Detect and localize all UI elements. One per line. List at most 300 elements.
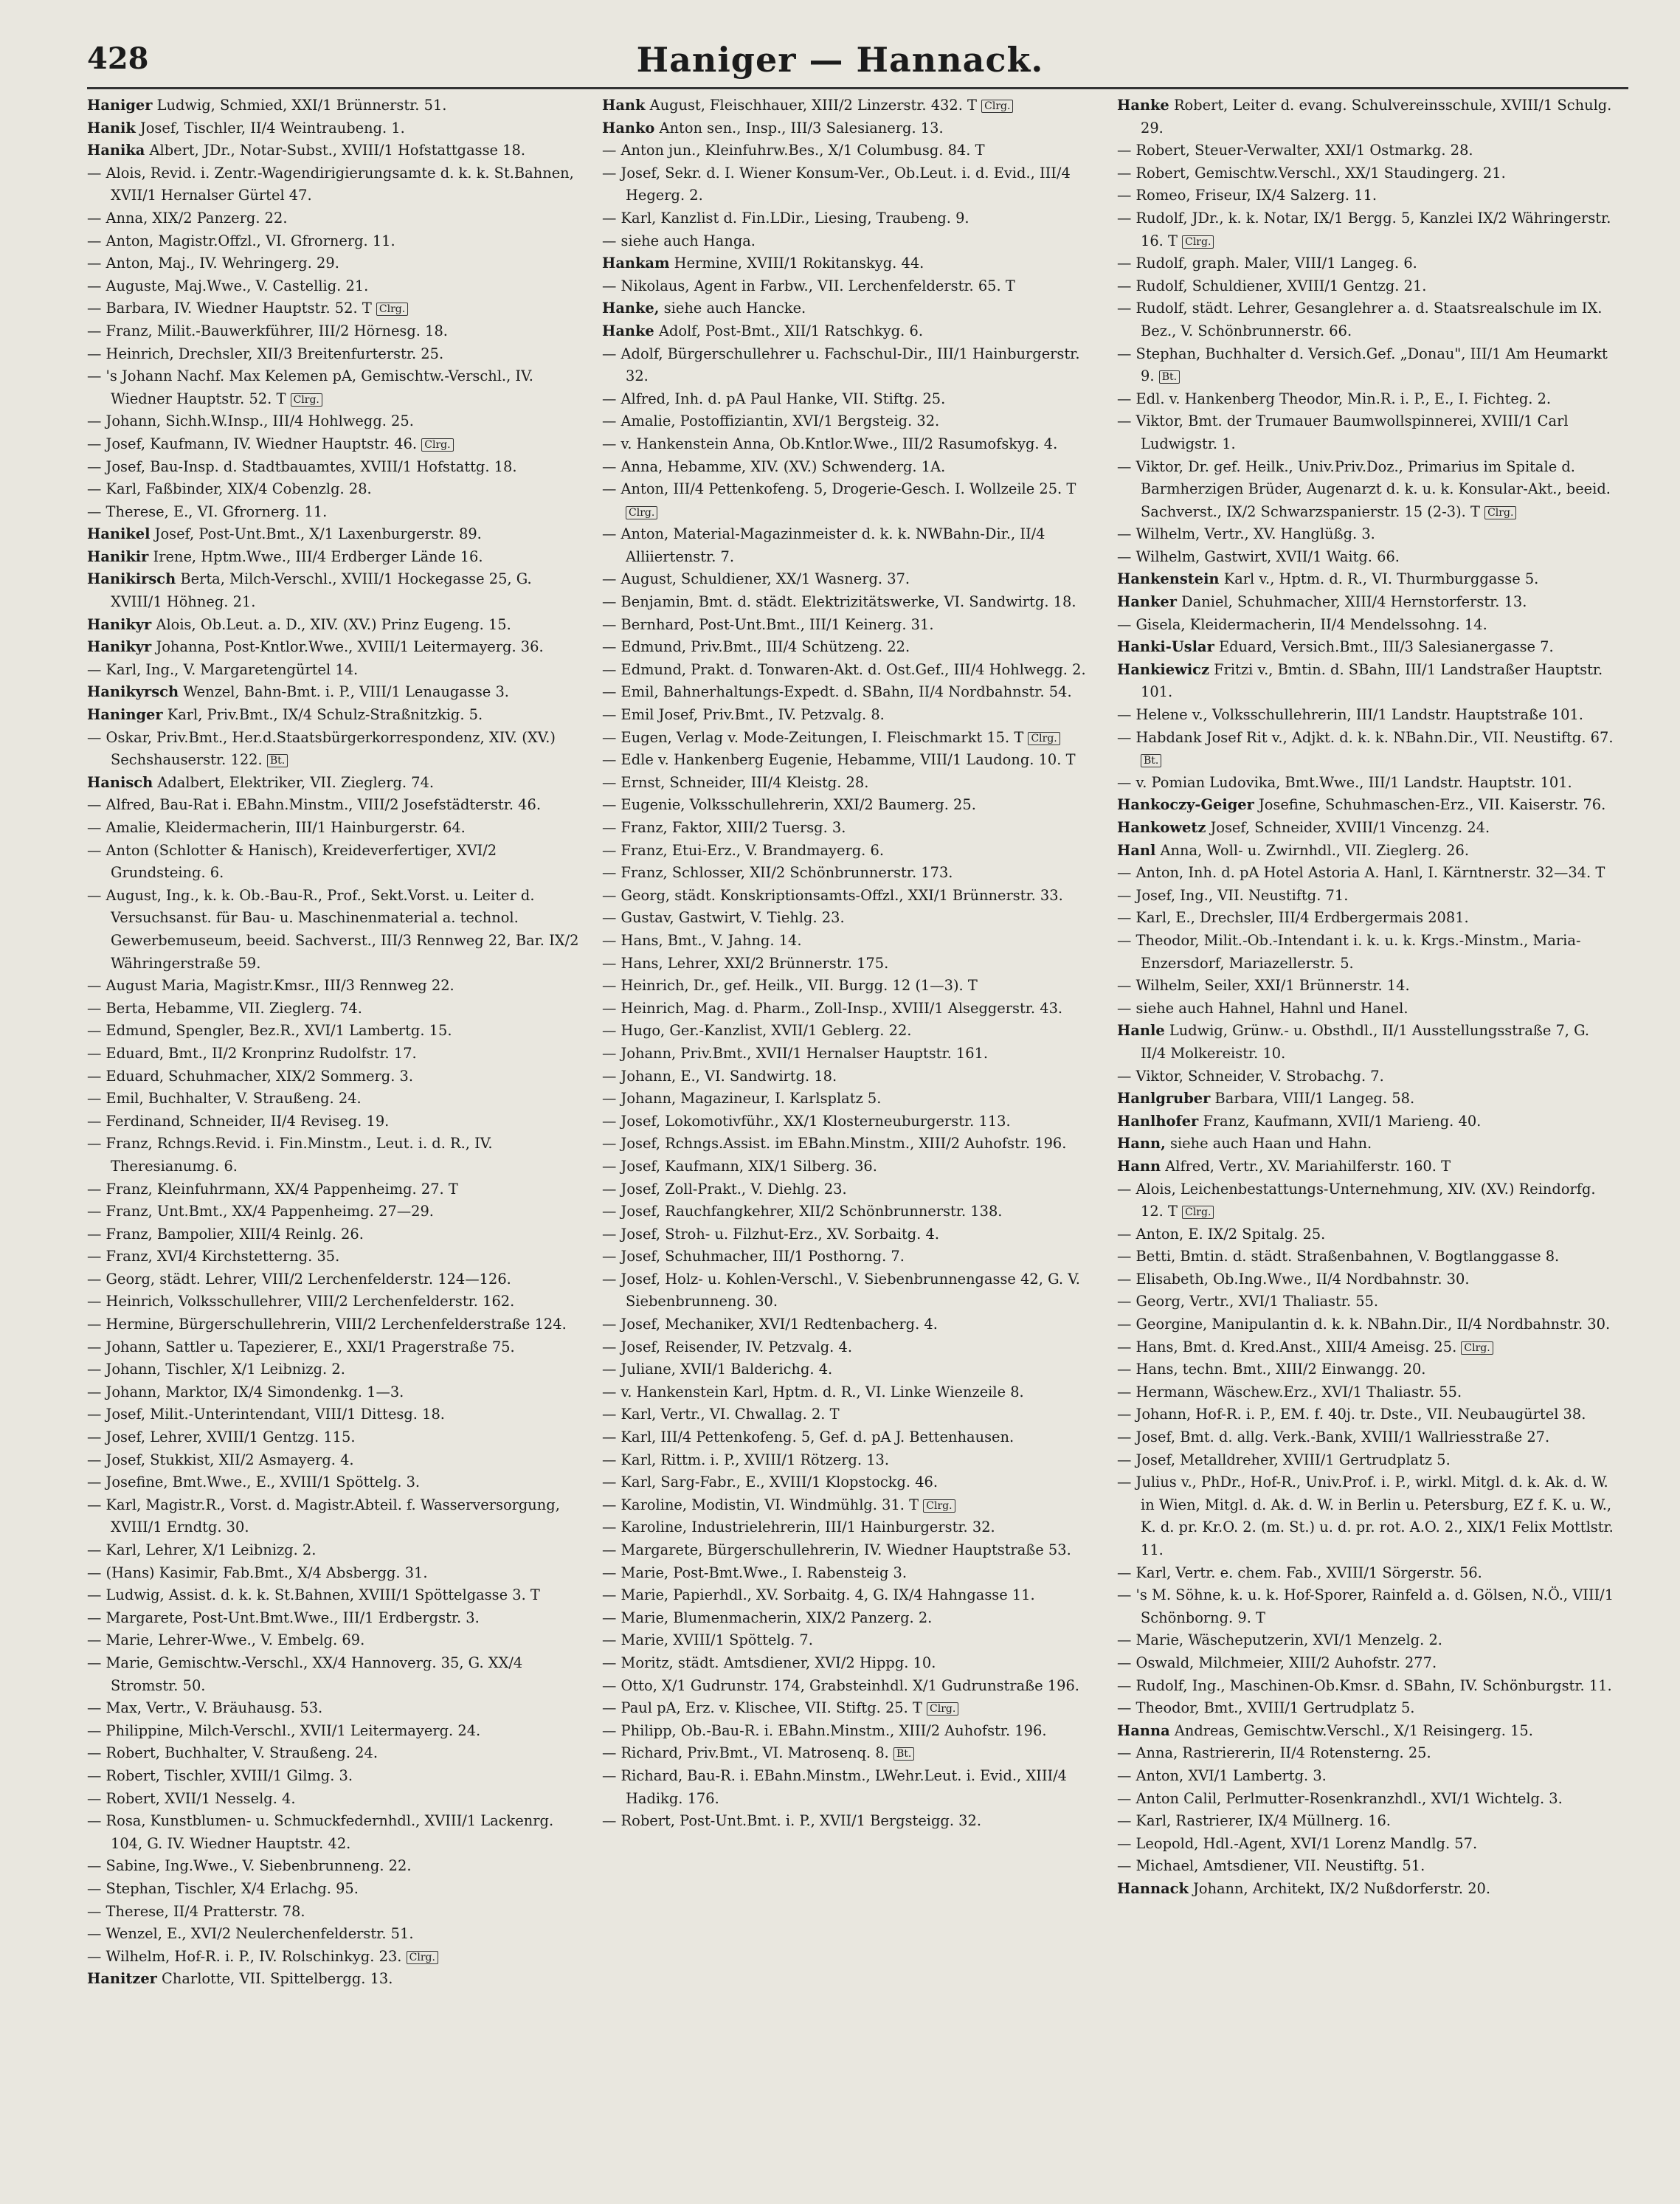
directory-entry xyxy=(1117,1449,1617,1472)
directory-entry xyxy=(602,1810,1102,1833)
directory-entry xyxy=(87,1223,587,1246)
directory-entry xyxy=(1117,794,1617,817)
directory-entry xyxy=(87,94,587,117)
entry-text: — Wilhelm, Gastwirt, XVII/1 Waitg. 66. xyxy=(1117,547,1400,565)
entry-text: — Karl, III/4 Pettenkofeng. 5, Gef. d. pA J. Bettenhausen. xyxy=(602,1429,1014,1446)
entry-text: — Emil, Buchhalter, V. Straußeng. 24. xyxy=(87,1090,362,1108)
directory-entry xyxy=(1117,1313,1617,1336)
entry-text: — Josef, Sekr. d. I. Wiener Konsum-Ver., Ob.Leut. i. d. Evid., III/4 Hegerg. 2. xyxy=(602,164,1071,204)
entry-surname: Hankenstein xyxy=(1117,570,1220,588)
entry-text: siehe auch Hancke. xyxy=(663,300,806,317)
entry-text: — Anton, Magistr.Offzl., VI. Gfrornerg. 11. xyxy=(87,232,395,249)
directory-entry xyxy=(1117,456,1617,524)
entry-text: — Robert, Gemischtw.Verschl., XX/1 Staudingerg. 21. xyxy=(1117,164,1506,182)
directory-entry xyxy=(1117,1855,1617,1878)
entry-tag: Clrg. xyxy=(1028,732,1059,745)
entry-text: — Amalie, Postoffiziantin, XVI/1 Bergsteig. 32. xyxy=(602,412,940,430)
entry-text: — Habdank Josef Rit v., Adjkt. d. k. k. NBahn.Dir., VII. Neustiftg. 67. xyxy=(1117,728,1614,746)
directory-entry xyxy=(1117,162,1617,185)
entry-text: — Josef, Zoll-Prakt., V. Diehlg. 23. xyxy=(602,1180,847,1198)
directory-entry xyxy=(87,343,587,366)
directory-entry xyxy=(87,1020,587,1043)
directory-entry xyxy=(602,636,1102,659)
entry-text: — Anna, Rastriererin, II/4 Rotensterng. 25. xyxy=(1117,1744,1431,1762)
directory-entry xyxy=(602,456,1102,479)
entry-text: — Marie, Blumenmacherin, XIX/2 Panzerg. 2. xyxy=(602,1609,933,1626)
directory-entry xyxy=(87,840,587,885)
directory-entry xyxy=(87,230,587,253)
entry-surname: Hann, xyxy=(1117,1135,1166,1153)
directory-entry xyxy=(1117,1584,1617,1629)
entry-surname: Hanikyr xyxy=(87,638,152,656)
entry-text: — Benjamin, Bmt. d. städt. Elektrizitätswerke, VI. Sandwirtg. 18. xyxy=(602,593,1076,611)
entry-tag: Clrg. xyxy=(1484,506,1516,519)
entry-text: — Alois, Leichenbestattungs-Unternehmung, XIV. (XV.) Reindorfg. 12. T xyxy=(1117,1180,1596,1220)
entry-tag: Clrg. xyxy=(923,1499,955,1513)
entry-text: — Rudolf, Ing., Maschinen-Ob.Kmsr. d. SBahn, IV. Schönburgstr. 11. xyxy=(1117,1676,1612,1694)
directory-entry xyxy=(1117,1110,1617,1133)
header-rule xyxy=(87,87,1628,89)
entry-text: — Marie, Gemischtw.-Verschl., XX/4 Hannoverg. 35, G. XX/4 Stromstr. 50. xyxy=(87,1654,523,1694)
entry-text: — Barbara, IV. Wiedner Hauptstr. 52. T xyxy=(87,300,372,317)
entry-text: — Margarete, Bürgerschullehrerin, IV. Wiedner Hauptstraße 53. xyxy=(602,1541,1071,1558)
directory-entry xyxy=(87,1584,587,1607)
entry-text: Franz, Kaufmann, XVII/1 Marieng. 40. xyxy=(1203,1112,1482,1130)
entry-text: — Franz, Faktor, XIII/2 Tuersg. 3. xyxy=(602,819,846,836)
entry-text: — Wilhelm, Hof-R. i. P., IV. Rolschinkyg. 23. xyxy=(87,1947,402,1965)
entry-text: — v. Hankenstein Karl, Hptm. d. R., VI. Linke Wienzeile 8. xyxy=(602,1383,1024,1400)
directory-entry xyxy=(602,1697,1102,1720)
directory-entry xyxy=(87,817,587,840)
directory-entry xyxy=(87,1313,587,1336)
directory-entry xyxy=(1117,1742,1617,1765)
entry-text: — Heinrich, Drechsler, XII/3 Breitenfurterstr. 25. xyxy=(87,345,444,362)
entry-text: — siehe auch Hanga. xyxy=(602,232,756,249)
entry-text: — siehe auch Hahnel, Hahnl und Hanel. xyxy=(1117,999,1408,1017)
directory-entry xyxy=(602,1562,1102,1585)
entry-tag: Clrg. xyxy=(1461,1341,1493,1355)
entry-text: siehe auch Haan und Hahn. xyxy=(1170,1135,1372,1153)
directory-entry xyxy=(87,1946,587,1969)
entry-text: — Otto, X/1 Gudrunstr. 174, Grabsteinhdl. X/1 Gudrunstraße 196. xyxy=(602,1676,1079,1694)
directory-entry xyxy=(602,930,1102,953)
entry-text: — Karl, Sarg-Fabr., E., XVIII/1 Klopstockg. 46. xyxy=(602,1474,938,1491)
entry-text: — Karoline, Modistin, VI. Windmühlg. 31. T xyxy=(602,1496,919,1513)
directory-entry xyxy=(1117,614,1617,637)
entry-text: — Karl, Magistr.R., Vorst. d. Magistr.Abteil. f. Wasserversorgung, XVIII/1 Erndtg. 30. xyxy=(87,1496,560,1536)
page-number: 428 xyxy=(87,41,149,76)
directory-entry xyxy=(1117,636,1617,659)
directory-entry xyxy=(1117,207,1617,252)
directory-entry xyxy=(87,1742,587,1765)
entry-surname: Hanitzer xyxy=(87,1970,157,1988)
entry-text: — Josef, Lokomotivführ., XX/1 Klosterneuburgerstr. 113. xyxy=(602,1112,1011,1130)
entry-text: — Viktor, Bmt. der Trumauer Baumwollspinnerei, XVIII/1 Carl Ludwigstr. 1. xyxy=(1117,412,1569,452)
entry-surname: Hanke xyxy=(602,322,654,339)
entry-text: — Edl. v. Hankenberg Theodor, Min.R. i. P., E., I. Fichteg. 2. xyxy=(1117,390,1552,407)
directory-entry xyxy=(1117,1765,1617,1788)
entry-text: Albert, JDr., Notar-Subst., XVIII/1 Hofstattgasse 18. xyxy=(149,142,526,159)
directory-entry xyxy=(1117,184,1617,207)
directory-entry xyxy=(1117,1223,1617,1246)
entry-text: — Robert, XVII/1 Nesselg. 4. xyxy=(87,1789,296,1807)
entry-tag: Clrg. xyxy=(1182,1206,1214,1219)
entry-text: — Marie, XVIII/1 Spöttelg. 7. xyxy=(602,1631,813,1649)
directory-entry xyxy=(602,1765,1102,1810)
entry-text: — Hugo, Ger.-Kanzlist, XVII/1 Geblerg. 22. xyxy=(602,1022,912,1040)
directory-entry xyxy=(87,1697,587,1720)
entry-surname: Hanle xyxy=(1117,1022,1165,1040)
entry-text: — 's M. Söhne, k. u. k. Hof-Sporer, Rainfeld a. d. Gölsen, N.Ö., VIII/1 Schönborng. 9. T xyxy=(1117,1586,1614,1626)
entry-text: Ludwig, Schmied, XXI/1 Brünnerstr. 51. xyxy=(156,97,447,114)
entry-text: — Hans, Bmt., V. Jahng. 14. xyxy=(602,931,802,949)
entry-text: — Franz, Bampolier, XIII/4 Reinlg. 26. xyxy=(87,1225,364,1243)
entry-surname: Hankoczy-Geiger xyxy=(1117,796,1254,814)
directory-entry xyxy=(602,953,1102,975)
entry-text: — Karl, Rittm. i. P., XVIII/1 Rötzerg. 13. xyxy=(602,1451,890,1468)
entry-text: Andreas, Gemischtw.Verschl., X/1 Reisingerg. 15. xyxy=(1174,1721,1533,1739)
entry-text: — Marie, Lehrer-Wwe., V. Embelg. 69. xyxy=(87,1631,365,1649)
entry-text: — Josef, Lehrer, XVIII/1 Gentzg. 115. xyxy=(87,1429,356,1446)
directory-entry xyxy=(87,546,587,569)
directory-entry xyxy=(1117,1878,1617,1901)
entry-text: — Paul pA, Erz. v. Klischee, VII. Stiftg. 25. T xyxy=(602,1699,922,1717)
directory-entry xyxy=(1117,343,1617,388)
entry-text: — Franz, Schlosser, XII/2 Schönbrunnerstr. 173. xyxy=(602,864,953,882)
entry-surname: Hankiewicz xyxy=(1117,660,1209,678)
directory-entry xyxy=(87,1133,587,1178)
directory-entry xyxy=(1117,907,1617,930)
directory-entry xyxy=(602,1539,1102,1562)
running-head: Haniger — Hannack. xyxy=(636,40,1044,80)
directory-entry xyxy=(1117,1833,1617,1856)
entry-text: Karl v., Hptm. d. R., VI. Thurmburggasse 5. xyxy=(1223,570,1539,588)
entry-text: — Anton jun., Kleinfuhrw.Bes., X/1 Columbusg. 84. T xyxy=(602,142,985,159)
entry-text: — Hermine, Bürgerschullehrerin, VIII/2 Lerchenfelderstraße 124. xyxy=(87,1316,567,1333)
directory-entry xyxy=(87,794,587,817)
entry-surname: Hanko xyxy=(602,119,655,137)
directory-entry xyxy=(87,1901,587,1924)
entry-text: — Leopold, Hdl.-Agent, XVI/1 Lorenz Mandlg. 57. xyxy=(1117,1834,1478,1852)
directory-entry xyxy=(87,297,587,320)
directory-entry xyxy=(87,1088,587,1110)
entry-tag: Clrg. xyxy=(927,1702,958,1716)
entry-text: — Karl, E., Drechsler, III/4 Erdbergermais 2081. xyxy=(1117,909,1469,927)
entry-text: — Rudolf, Schuldiener, XVIII/1 Gentzg. 21. xyxy=(1117,277,1427,294)
entry-text: — Alfred, Bau-Rat i. EBahn.Minstm., VIII/2 Josefstädterstr. 46. xyxy=(87,796,541,814)
entry-surname: Hann xyxy=(1117,1157,1161,1175)
entry-text: Josefine, Schuhmaschen-Erz., VII. Kaiserstr. 76. xyxy=(1259,796,1606,814)
entry-text: Wenzel, Bahn-Bmt. i. P., VIII/1 Lenaugasse 3. xyxy=(183,683,509,701)
directory-entry xyxy=(87,162,587,207)
entry-text: — Franz, Etui-Erz., V. Brandmayerg. 6. xyxy=(602,841,884,859)
entry-text: — Edle v. Hankenberg Eugenie, Hebamme, VIII/1 Laudong. 10. T xyxy=(602,751,1076,769)
directory-entry xyxy=(1117,840,1617,863)
directory-entry xyxy=(87,681,587,704)
entry-text: — August Maria, Magistr.Kmsr., III/3 Rennweg 22. xyxy=(87,977,454,995)
entry-text: Adalbert, Elektriker, VII. Zieglerg. 74. xyxy=(157,773,435,791)
entry-text: — Hans, Lehrer, XXI/2 Brünnerstr. 175. xyxy=(602,954,889,972)
entry-text: — Rosa, Kunstblumen- u. Schmuckfedernhdl., XVIII/1 Lackenrg. 104, G. IV. Wiedner Hauptstr. 42. xyxy=(87,1812,554,1852)
directory-entry xyxy=(1117,1788,1617,1811)
directory-entry xyxy=(1117,1358,1617,1381)
directory-entry xyxy=(602,410,1102,433)
entry-text: — Josef, Kaufmann, XIX/1 Silberg. 36. xyxy=(602,1157,877,1175)
entry-text: — Gisela, Kleidermacherin, II/4 Mendelssohng. 14. xyxy=(1117,615,1487,633)
entry-text: — Franz, Kleinfuhrmann, XX/4 Pappenheimg. 27. T xyxy=(87,1180,458,1198)
entry-text: — Bernhard, Post-Unt.Bmt., III/1 Keinerg. 31. xyxy=(602,615,934,633)
directory-entry xyxy=(602,343,1102,388)
directory-entry xyxy=(602,230,1102,253)
directory-entry xyxy=(1117,1291,1617,1313)
entry-text: — Robert, Tischler, XVIII/1 Gilmg. 3. xyxy=(87,1766,353,1784)
directory-entry xyxy=(602,1629,1102,1652)
entry-text: Alfred, Vertr., XV. Mariahilferstr. 160. T xyxy=(1165,1157,1451,1175)
directory-entry xyxy=(1117,1246,1617,1268)
directory-entry xyxy=(1117,1426,1617,1449)
directory-entry xyxy=(602,1201,1102,1223)
directory-entry xyxy=(1117,1562,1617,1585)
directory-entry xyxy=(602,998,1102,1020)
directory-entry xyxy=(602,885,1102,908)
entry-text: — Eduard, Bmt., II/2 Kronprinz Rudolfstr. 17. xyxy=(87,1044,417,1062)
entry-text: Josef, Schneider, XVIII/1 Vincenzg. 24. xyxy=(1210,819,1490,836)
directory-entry xyxy=(602,681,1102,704)
directory-entry xyxy=(602,1020,1102,1043)
entry-text: — Georg, städt. Konskriptionsamts-Offzl., XXI/1 Brünnerstr. 33. xyxy=(602,886,1063,904)
entry-text: — Sabine, Ing.Wwe., V. Siebenbrunneng. 22. xyxy=(87,1857,412,1875)
directory-entry xyxy=(87,1652,587,1697)
entry-text: — Karl, Lehrer, X/1 Leibnizg. 2. xyxy=(87,1541,317,1558)
entry-text: — Anton, E. IX/2 Spitalg. 25. xyxy=(1117,1225,1326,1243)
directory-entry xyxy=(1117,727,1617,772)
entry-text: — Stephan, Buchhalter d. Versich.Gef. „Donau", III/1 Am Heumarkt 9. xyxy=(1117,345,1608,385)
directory-entry xyxy=(87,1065,587,1088)
entry-text: — Edmund, Prakt. d. Tonwaren-Akt. d. Ost.Gef., III/4 Hohlwegg. 2. xyxy=(602,660,1086,678)
entry-text: — August, Ing., k. k. Ob.-Bau-R., Prof., Sekt.Vorst. u. Leiter d. Versuchsanst. für Bau- u. Maschinenmaterial a. technol. Gewerbemuseum, beeid. Sachverst., III/3 Rennweg 22, Bar. IX/2 Währingerstraße 59. xyxy=(87,886,579,972)
entry-text: — Anton Calil, Perlmutter-Rosenkranzhdl., XVI/1 Wichtelg. 3. xyxy=(1117,1789,1563,1807)
directory-entry xyxy=(87,1268,587,1291)
entry-text: — Georg, städt. Lehrer, VIII/2 Lerchenfelderstr. 124—126. xyxy=(87,1270,511,1288)
entry-surname: Hanlhofer xyxy=(1117,1112,1199,1130)
directory-entry xyxy=(602,704,1102,727)
entry-surname: Haninger xyxy=(87,706,163,724)
directory-entry xyxy=(87,1923,587,1946)
entry-text: — Johann, Marktor, IX/4 Simondenkg. 1—3. xyxy=(87,1383,404,1400)
entry-text: — Nikolaus, Agent in Farbw., VII. Lerchenfelderstr. 65. T xyxy=(602,277,1015,294)
entry-text: — Karl, Faßbinder, XIX/4 Cobenzlg. 28. xyxy=(87,480,372,498)
directory-entry xyxy=(1117,885,1617,908)
directory-entry xyxy=(602,1155,1102,1178)
directory-entry xyxy=(87,1110,587,1133)
directory-entry xyxy=(87,1043,587,1065)
entry-text: — Philippine, Milch-Verschl., XVII/1 Leitermayerg. 24. xyxy=(87,1721,481,1739)
directory-entry xyxy=(87,772,587,795)
entry-text: — Georg, Vertr., XVI/1 Thaliastr. 55. xyxy=(1117,1293,1379,1310)
directory-entry xyxy=(87,568,587,613)
directory-entry xyxy=(87,1720,587,1743)
directory-entry xyxy=(602,1358,1102,1381)
directory-entry xyxy=(602,1652,1102,1675)
entry-text: — Josefine, Bmt.Wwe., E., XVIII/1 Spöttelg. 3. xyxy=(87,1474,421,1491)
entry-text: — v. Pomian Ludovika, Bmt.Wwe., III/1 Landstr. Hauptstr. 101. xyxy=(1117,773,1572,791)
entry-text: — Anna, XIX/2 Panzerg. 22. xyxy=(87,209,288,227)
entry-text: — Marie, Wäscheputzerin, XVI/1 Menzelg. 2. xyxy=(1117,1631,1442,1649)
directory-entry xyxy=(602,523,1102,568)
entry-text: — Robert, Buchhalter, V. Straußeng. 24. xyxy=(87,1744,378,1762)
entry-text: Charlotte, VII. Spittelbergg. 13. xyxy=(162,1970,393,1988)
directory-entry xyxy=(87,1246,587,1268)
entry-text: — Wilhelm, Vertr., XV. Hanglüßg. 3. xyxy=(1117,525,1375,543)
entry-text: — Juliane, XVII/1 Balderichg. 4. xyxy=(602,1361,833,1378)
entry-text: — Viktor, Dr. gef. Heilk., Univ.Priv.Doz., Primarius im Spitale d. Barmherzigen Brüder, Augenarzt d. k. u. k. Konsular-Akt., beeid. Sachverst., IX/2 Schwarzspanierstr. 15 (2-3). T xyxy=(1117,457,1611,520)
directory-entry xyxy=(602,907,1102,930)
directory-entry xyxy=(602,478,1102,523)
directory-entry xyxy=(602,817,1102,840)
directory-entry xyxy=(87,1381,587,1404)
entry-text: — Ferdinand, Schneider, II/4 Reviseg. 19. xyxy=(87,1112,390,1130)
directory-entry xyxy=(1117,252,1617,275)
directory-entry xyxy=(87,636,587,659)
directory-entry xyxy=(602,772,1102,795)
directory-entry xyxy=(1117,704,1617,727)
entry-text: Anton sen., Insp., III/3 Salesianerg. 13. xyxy=(659,119,944,137)
entry-text: — Georgine, Manipulantin d. k. k. NBahn.Dir., II/4 Nordbahnstr. 30. xyxy=(1117,1316,1611,1333)
entry-text: — Josef, Rauchfangkehrer, XII/2 Schönbrunnerstr. 138. xyxy=(602,1203,1003,1220)
directory-entry xyxy=(602,749,1102,772)
entry-text: — Philipp, Ob.-Bau-R. i. EBahn.Minstm., XIII/2 Auhofstr. 196. xyxy=(602,1721,1047,1739)
directory-entry xyxy=(1117,388,1617,411)
directory-entry xyxy=(602,1403,1102,1426)
directory-entry xyxy=(602,591,1102,614)
directory-entry xyxy=(87,1494,587,1539)
directory-entry xyxy=(87,501,587,524)
directory-entry xyxy=(602,1720,1102,1743)
entry-tag: Clrg. xyxy=(981,100,1013,113)
entry-surname: Hanikirsch xyxy=(87,570,176,588)
entry-tag: Bt. xyxy=(1159,370,1180,384)
entry-text: — Adolf, Bürgerschullehrer u. Fachschul-Dir., III/1 Hainburgerstr. 32. xyxy=(602,345,1080,385)
entry-surname: Hank xyxy=(602,97,646,114)
entry-text: Josef, Tischler, II/4 Weintraubeng. 1. xyxy=(139,119,405,137)
directory-entry xyxy=(602,1381,1102,1404)
directory-entry xyxy=(1117,1178,1617,1223)
directory-entry xyxy=(1117,1629,1617,1652)
entry-text: — Karl, Rastrierer, IX/4 Müllnerg. 16. xyxy=(1117,1812,1391,1830)
directory-entry xyxy=(602,1110,1102,1133)
entry-text: — Theodor, Milit.-Ob.-Intendant i. k. u. k. Krgs.-Minstm., Maria-Enzersdorf, Mariazellerstr. 5. xyxy=(1117,931,1581,972)
directory-entry xyxy=(1117,659,1617,704)
directory-entry xyxy=(1117,546,1617,569)
entry-text: — 's Johann Nachf. Max Kelemen pA, Gemischtw.-Verschl., IV. Wiedner Hauptstr. 52. T xyxy=(87,367,533,407)
entry-text: Adolf, Post-Bmt., XII/1 Ratschkyg. 6. xyxy=(658,322,923,339)
directory-entry xyxy=(1117,1268,1617,1291)
entry-text: — Anton, III/4 Pettenkofeng. 5, Drogerie-Gesch. I. Wollzeile 25. T xyxy=(602,480,1076,498)
directory-entry xyxy=(602,1426,1102,1449)
entry-text: — Karl, Ing., V. Margaretengürtel 14. xyxy=(87,660,359,678)
directory-entry xyxy=(87,1178,587,1201)
entry-text: — Rudolf, JDr., k. k. Notar, IX/1 Bergg. 5, Kanzlei IX/2 Währingerstr. 16. T xyxy=(1117,209,1611,249)
entry-text: — Romeo, Friseur, IX/4 Salzerg. 11. xyxy=(1117,187,1377,204)
directory-entry xyxy=(1117,998,1617,1020)
entry-text: — Oskar, Priv.Bmt., Her.d.Staatsbürgerkorrespondenz, XIV. (XV.) Sechshauserstr. 122. xyxy=(87,728,556,769)
directory-entry xyxy=(87,1607,587,1630)
directory-entry xyxy=(602,1584,1102,1607)
entry-text: — Karl, Vertr., VI. Chwallag. 2. T xyxy=(602,1406,840,1423)
entry-text: — Josef, Schuhmacher, III/1 Posthorng. 7. xyxy=(602,1248,905,1265)
entry-text: — Karl, Kanzlist d. Fin.LDir., Liesing, Traubeng. 9. xyxy=(602,209,969,227)
directory-entry xyxy=(1117,568,1617,591)
directory-entry xyxy=(1117,523,1617,546)
directory-entry xyxy=(87,727,587,772)
entry-text: — Edmund, Priv.Bmt., III/4 Schützeng. 22. xyxy=(602,638,910,656)
entry-text: Robert, Leiter d. evang. Schulvereinsschule, XVIII/1 Schulg. 29. xyxy=(1141,97,1612,137)
directory-entry xyxy=(87,523,587,546)
entry-text: — Marie, Papierhdl., XV. Sorbaitg. 4, G. IX/4 Hahngasse 11. xyxy=(602,1586,1035,1604)
entry-text: — Josef, Metalldreher, XVIII/1 Gertrudplatz 5. xyxy=(1117,1451,1451,1468)
directory-entry xyxy=(1117,1336,1617,1359)
entry-text: — Gustav, Gastwirt, V. Tiehlg. 23. xyxy=(602,909,845,927)
entry-text: — Anton, Inh. d. pA Hotel Astoria A. Hanl, I. Kärntnerstr. 32—34. T xyxy=(1117,864,1605,882)
entry-text: — Theodor, Bmt., XVIII/1 Gertrudplatz 5. xyxy=(1117,1699,1415,1717)
entry-text: — Stephan, Tischler, X/4 Erlachg. 95. xyxy=(87,1879,359,1897)
entry-text: — Betti, Bmtin. d. städt. Straßenbahnen, V. Bogtlanggasse 8. xyxy=(1117,1248,1560,1265)
directory-entry xyxy=(602,1675,1102,1698)
directory-entry xyxy=(1117,862,1617,885)
directory-entry xyxy=(602,975,1102,998)
entry-text: — v. Hankenstein Anna, Ob.Kntlor.Wwe., III/2 Rasumofskyg. 4. xyxy=(602,435,1058,452)
entry-text: August, Fleischhauer, XIII/2 Linzerstr. 432. T xyxy=(649,97,977,114)
entry-surname: Hannack xyxy=(1117,1879,1189,1897)
directory-entry xyxy=(602,1178,1102,1201)
directory-entry xyxy=(1117,297,1617,342)
entry-text: Anna, Woll- u. Zwirnhdl., VII. Zieglerg. 26. xyxy=(1160,841,1469,859)
directory-entry xyxy=(602,1043,1102,1065)
entry-text: — Johann, E., VI. Sandwirtg. 18. xyxy=(602,1067,837,1085)
directory-entry xyxy=(87,659,587,682)
entry-text: — Josef, Milit.-Unterintendant, VIII/1 Dittesg. 18. xyxy=(87,1406,445,1423)
directory-entry xyxy=(602,207,1102,230)
directory-entry xyxy=(602,117,1102,140)
entry-text: — Auguste, Maj.Wwe., V. Castellig. 21. xyxy=(87,277,369,294)
directory-entry xyxy=(87,1449,587,1472)
directory-entry xyxy=(87,704,587,727)
directory-entry xyxy=(87,1855,587,1878)
entry-text: — Eugenie, Volksschullehrerin, XXI/2 Baumerg. 25. xyxy=(602,796,976,814)
entry-tag: Clrg. xyxy=(291,393,322,407)
directory-entry xyxy=(602,1742,1102,1765)
columns xyxy=(87,94,1628,2175)
entry-text: — Karoline, Industrielehrerin, III/1 Hainburgerstr. 32. xyxy=(602,1519,995,1536)
directory-entry xyxy=(87,1765,587,1788)
directory-entry xyxy=(87,1358,587,1381)
entry-text: — Hans, techn. Bmt., XIII/2 Einwangg. 20. xyxy=(1117,1361,1426,1378)
directory-entry xyxy=(602,1133,1102,1155)
entry-text: — Heinrich, Volksschullehrer, VIII/2 Lerchenfelderstr. 162. xyxy=(87,1293,515,1310)
entry-text: — Alois, Revid. i. Zentr.-Wagendirigierungsamte d. k. k. St.Bahnen, XVII/1 Hernalser Gürtel 47. xyxy=(87,164,574,204)
entry-text: — Berta, Hebamme, VII. Zieglerg. 74. xyxy=(87,999,362,1017)
directory-entry xyxy=(602,614,1102,637)
directory-entry xyxy=(602,1471,1102,1494)
directory-entry xyxy=(1117,410,1617,455)
directory-entry xyxy=(87,1539,587,1562)
directory-entry xyxy=(87,117,587,140)
column-right xyxy=(1117,94,1617,2175)
entry-text: Hermine, XVIII/1 Rokitanskyg. 44. xyxy=(674,255,924,272)
entry-surname: Hanlgruber xyxy=(1117,1090,1211,1108)
entry-text: — Oswald, Milchmeier, XIII/2 Auhofstr. 277. xyxy=(1117,1654,1437,1671)
directory-entry xyxy=(87,885,587,975)
